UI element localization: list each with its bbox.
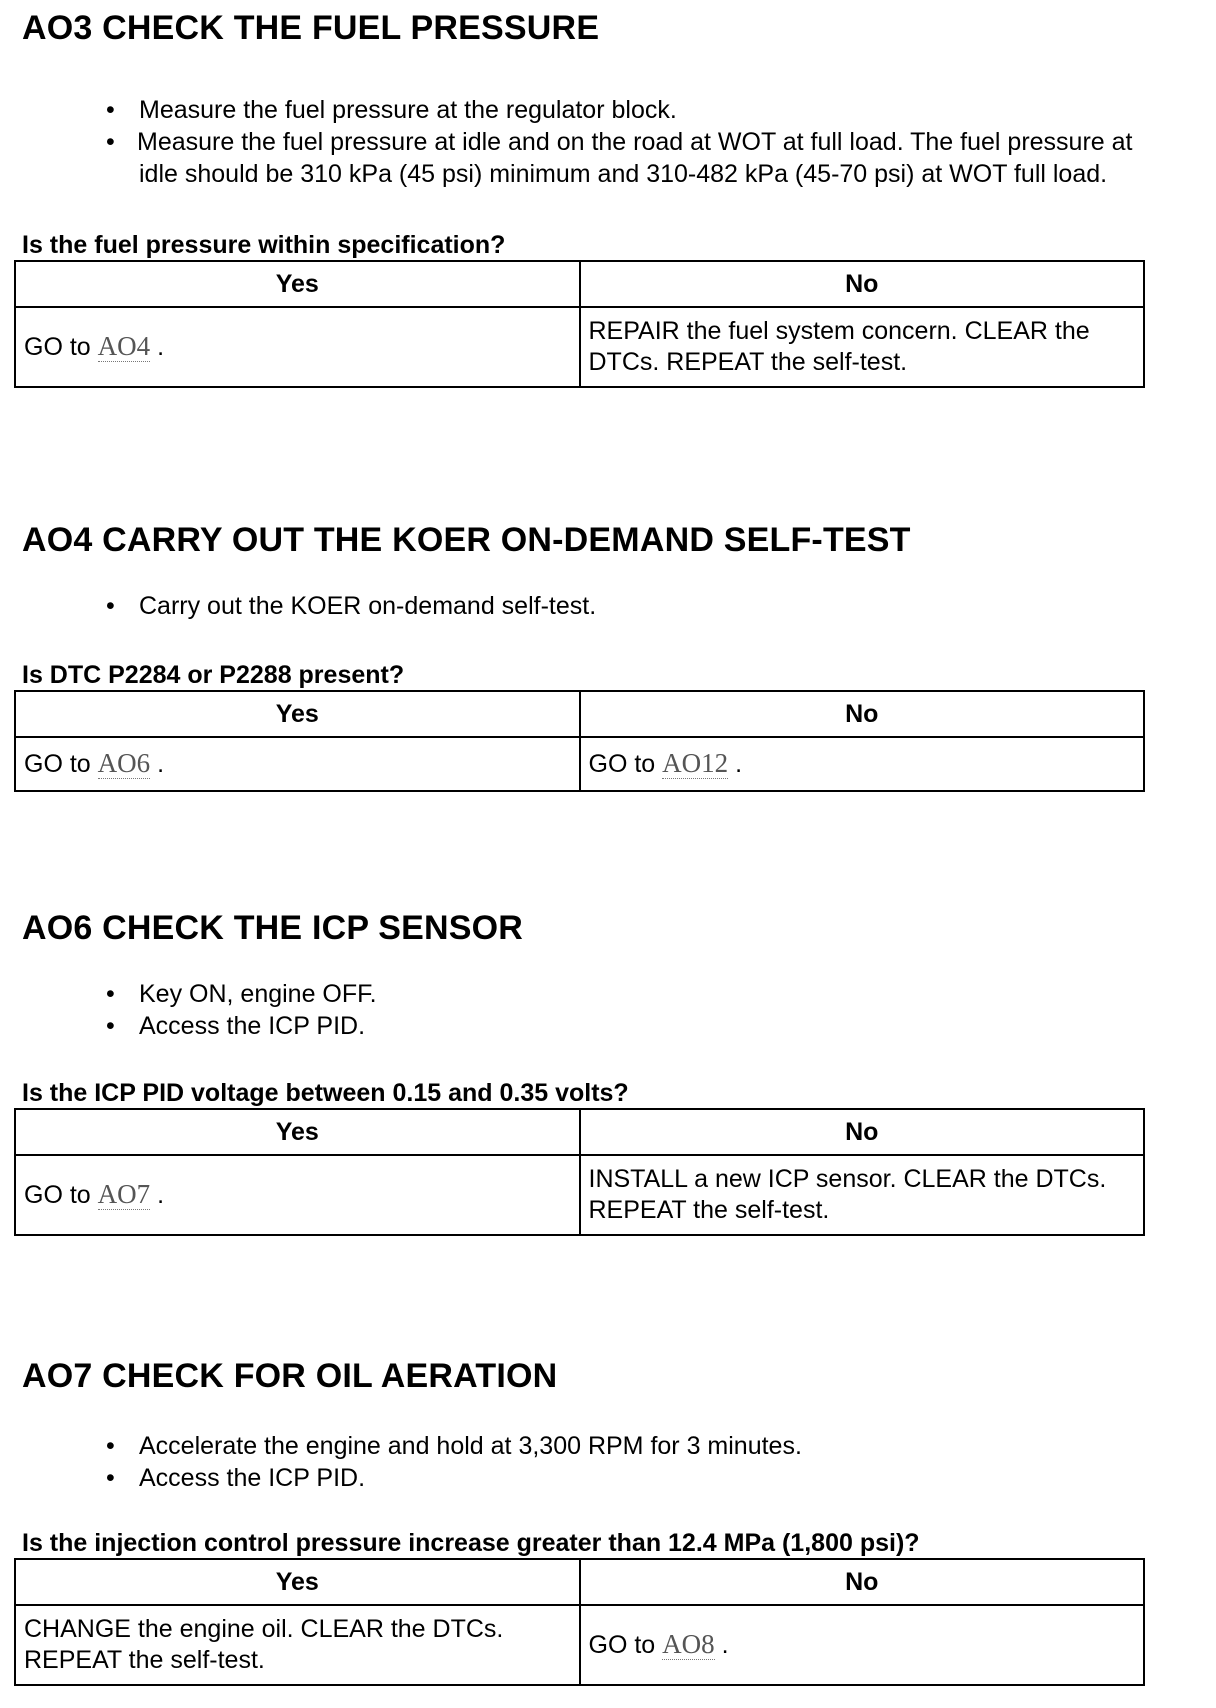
yes-cell: GO to AO7 .: [15, 1155, 580, 1235]
answer-table: [14, 1558, 1145, 1686]
no-cell: GO to AO12 .: [580, 737, 1145, 791]
goto-link-ao8[interactable]: AO8: [662, 1629, 715, 1659]
answer-table: [14, 260, 1145, 388]
section-ao7: [14, 1356, 1154, 1686]
answer-table: [14, 1108, 1145, 1236]
yes-header: Yes: [15, 1559, 580, 1605]
question: Is the fuel pressure within specification?: [22, 231, 506, 259]
bullet-icon: •: [106, 96, 115, 124]
section-title: AO3 CHECK THE FUEL PRESSURE: [22, 9, 600, 47]
question: Is the ICP PID voltage between 0.15 and 0.35 volts?: [22, 1079, 629, 1107]
section-ao3: [14, 8, 1154, 388]
no-cell: GO to AO8 .: [580, 1605, 1145, 1685]
bullet-item: • Accelerate the engine and hold at 3,300 RPM for 3 minutes.: [106, 1432, 802, 1460]
bullet-icon: •: [106, 1464, 115, 1492]
yes-cell: GO to AO6 .: [15, 737, 580, 791]
no-header: No: [580, 1559, 1145, 1605]
section-ao4: [14, 520, 1154, 792]
yes-cell: CHANGE the engine oil. CLEAR the DTCs. REPEAT the self-test.: [15, 1605, 580, 1685]
bullet-icon: •: [106, 128, 115, 156]
bullet-list: [14, 978, 1154, 1042]
answer-table: [14, 690, 1145, 792]
bullet-item: • Carry out the KOER on-demand self-test.: [106, 592, 597, 620]
goto-link-ao7[interactable]: AO7: [97, 1179, 151, 1209]
bullet-icon: •: [106, 980, 115, 1008]
section-title: AO6 CHECK THE ICP SENSOR: [22, 909, 524, 947]
bullet-item: • Measure the fuel pressure at idle and on the road at WOT at full load. The fuel pressure at idle should be 310 kPa (45 psi) minimum and 310-482 kPa (45-70 psi) at WOT full load.: [106, 128, 1133, 188]
yes-header: Yes: [15, 1109, 580, 1155]
question: Is the injection control pressure increase greater than 12.4 MPa (1,800 psi)?: [22, 1529, 920, 1557]
yes-header: Yes: [15, 691, 580, 737]
no-header: No: [580, 1109, 1145, 1155]
yes-header: Yes: [15, 261, 580, 307]
bullet-list: [14, 590, 1154, 622]
bullet-icon: •: [106, 1012, 115, 1040]
bullet-icon: •: [106, 592, 115, 620]
goto-link-ao4[interactable]: AO4: [97, 331, 151, 361]
bullet-list: [14, 1430, 1154, 1494]
yes-cell: GO to AO4 .: [15, 307, 580, 387]
goto-link-ao12[interactable]: AO12: [662, 748, 729, 778]
no-header: No: [580, 691, 1145, 737]
section-title: AO4 CARRY OUT THE KOER ON-DEMAND SELF-TEST: [22, 521, 911, 559]
question: Is DTC P2284 or P2288 present?: [22, 661, 405, 689]
bullet-list: [14, 94, 1154, 190]
section-title: AO7 CHECK FOR OIL AERATION: [22, 1357, 558, 1395]
bullet-item: • Key ON, engine OFF.: [106, 980, 377, 1008]
no-cell: INSTALL a new ICP sensor. CLEAR the DTCs. REPEAT the self-test.: [580, 1155, 1145, 1235]
bullet-item: • Access the ICP PID.: [106, 1464, 366, 1492]
goto-link-ao6[interactable]: AO6: [97, 748, 151, 778]
no-header: No: [580, 261, 1145, 307]
section-ao6: [14, 908, 1154, 1236]
no-cell: REPAIR the fuel system concern. CLEAR the DTCs. REPEAT the self-test.: [580, 307, 1145, 387]
bullet-icon: •: [106, 1432, 115, 1460]
bullet-item: • Access the ICP PID.: [106, 1012, 366, 1040]
bullet-item: • Measure the fuel pressure at the regulator block.: [106, 96, 677, 124]
